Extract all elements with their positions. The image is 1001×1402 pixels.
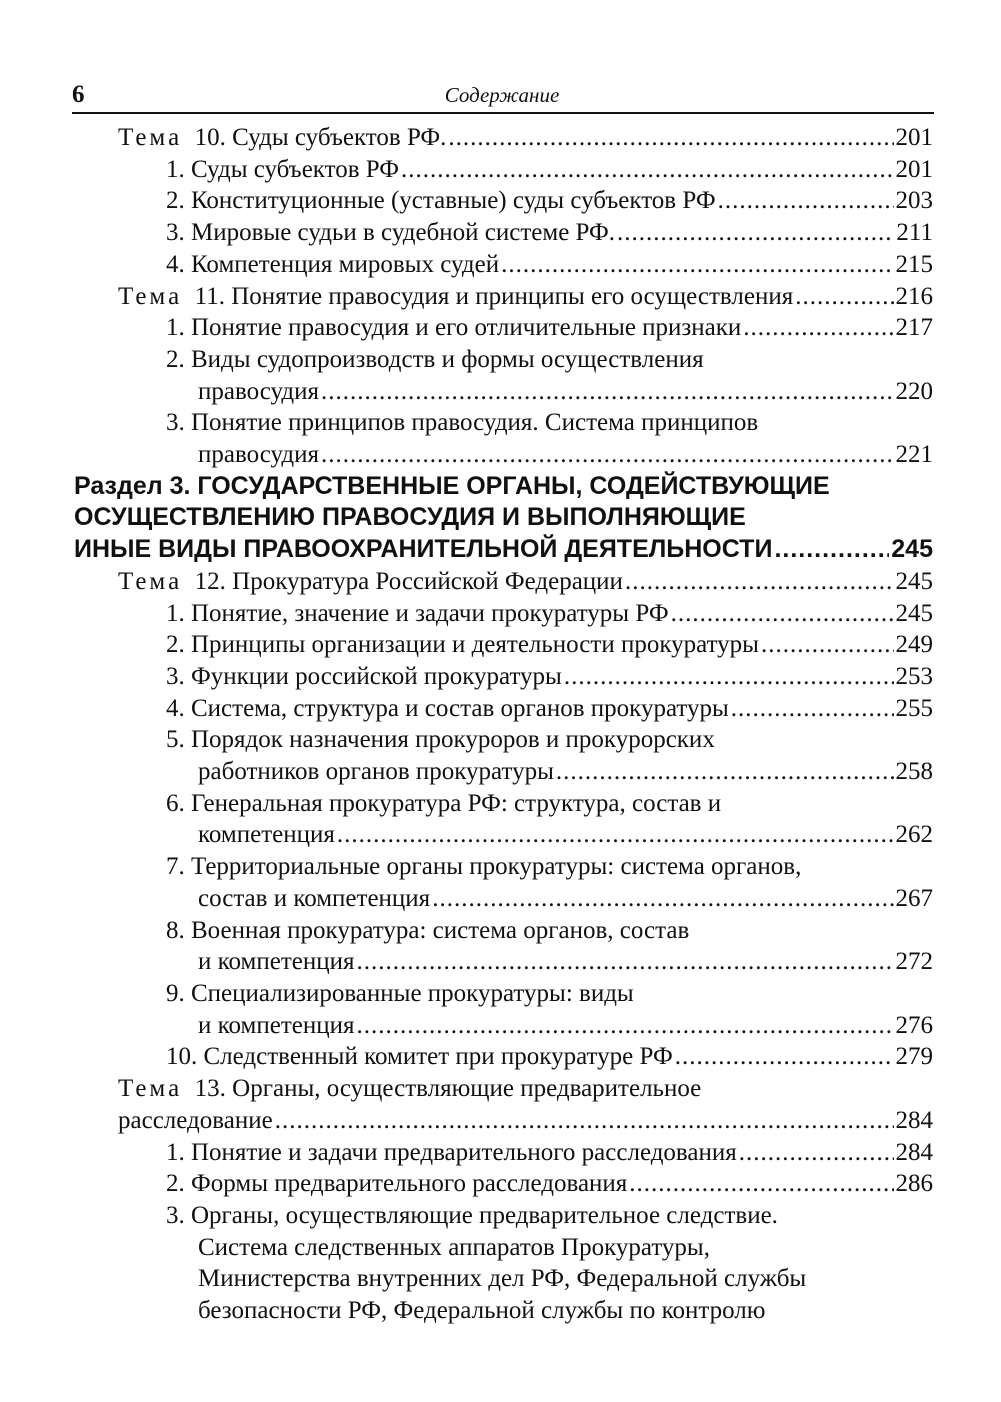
dot-leader: [625, 566, 894, 598]
dot-leader: [321, 439, 893, 471]
toc-line: [166, 1295, 933, 1327]
toc-entry-title: 1. Суды субъектов РФ: [166, 155, 399, 183]
toc-line: [74, 471, 933, 503]
dot-leader: [321, 376, 893, 408]
toc-entry-title: 10. Суды субъектов РФ.: [194, 124, 447, 151]
toc-entry-sub[interactable]: [0, 154, 933, 186]
toc-line: [166, 1263, 933, 1295]
dot-leader: [629, 1168, 893, 1200]
toc-entry-title: безопасности РФ, Федеральной службы по контролю: [198, 1297, 766, 1325]
toc-page-number: 217: [895, 314, 933, 342]
theme-label: Тема: [118, 282, 183, 310]
toc-line: [118, 566, 933, 598]
toc-entry-title: Министерства внутренних дел РФ, Федеральной службы: [198, 1265, 807, 1293]
toc-line: [166, 154, 933, 186]
toc-page-number: 203: [895, 187, 933, 215]
toc-line: [74, 502, 933, 534]
toc-line: [166, 693, 933, 725]
dot-leader: [739, 1137, 894, 1169]
toc-entry-title: Раздел 3. ГОСУДАРСТВЕННЫЕ ОРГАНЫ, СОДЕЙСТВУЮЩИЕ: [74, 471, 830, 500]
toc-page-number: 245: [895, 567, 933, 595]
toc-entry-title: Система следственных аппаратов Прокуратуры,: [198, 1233, 710, 1261]
toc-page-number: 245: [891, 535, 933, 564]
toc-line: [166, 1168, 933, 1200]
toc-entry-theme[interactable]: [0, 1073, 933, 1136]
dot-leader: [356, 946, 893, 978]
toc-page-number: 262: [895, 821, 933, 849]
dot-leader: [617, 217, 894, 249]
toc-entry-title: и компетенция: [198, 1011, 355, 1039]
toc-line: [166, 756, 933, 788]
toc-entry-title: 3. Понятие принципов правосудия. Система принципов: [166, 409, 759, 437]
dot-leader: [448, 122, 893, 154]
toc-page-number: 201: [895, 155, 933, 183]
toc-entry-title: 6. Генеральная прокуратура РФ: структура, состав и: [166, 789, 722, 817]
toc-page-number: 249: [895, 631, 933, 659]
dot-leader: [795, 281, 893, 313]
toc-page-number: 216: [895, 282, 933, 310]
dot-leader: [337, 819, 894, 851]
toc-line: [166, 1010, 933, 1042]
toc-entry-sub[interactable]: [0, 249, 933, 281]
toc-entry-sub[interactable]: [0, 312, 933, 344]
running-title: Содержание: [444, 83, 560, 107]
toc-entry-theme[interactable]: [0, 122, 933, 154]
toc-entry-theme[interactable]: [0, 566, 933, 598]
toc-entry-title: 1. Понятие правосудия и его отличительные признаки: [166, 314, 742, 342]
theme-label: Тема: [118, 1075, 183, 1103]
dot-leader: [501, 249, 893, 281]
toc-entry-title: ОСУЩЕСТВЛЕНИЮ ПРАВОСУДИЯ И ВЫПОЛНЯЮЩИЕ: [74, 503, 746, 532]
toc-page-number: 255: [895, 694, 933, 722]
toc-page-number: 258: [895, 758, 933, 786]
toc-line: [166, 249, 933, 281]
toc-entry-sub[interactable]: [0, 185, 933, 217]
toc-line: [166, 217, 933, 249]
toc-entry-title: правосудия: [198, 441, 320, 469]
page-number: 6: [72, 81, 85, 108]
toc-entry-title: и компетенция: [198, 948, 355, 976]
toc-line: [118, 122, 933, 154]
toc-entry-sub[interactable]: [0, 978, 933, 1041]
toc-entry-title: правосудия: [198, 377, 320, 405]
toc-line: [166, 724, 933, 756]
toc-page-number: 211: [896, 219, 933, 247]
toc-entry-sub[interactable]: [0, 915, 933, 978]
toc-entry-title: компетенция: [198, 821, 335, 849]
dot-leader: [743, 312, 893, 344]
toc-line: [166, 344, 933, 376]
toc-entry-title: 12. Прокуратура Российской Федерации: [194, 567, 623, 595]
toc-line: [166, 1232, 933, 1264]
toc-entry-section[interactable]: [0, 471, 933, 566]
toc-line: [166, 819, 933, 851]
toc-line: [166, 978, 933, 1010]
toc-entry-title: работников органов прокуратуры: [198, 758, 554, 786]
toc-page-number: 245: [895, 599, 933, 627]
toc-line: [166, 883, 933, 915]
toc-line: [166, 598, 933, 630]
dot-leader: [401, 154, 894, 186]
toc-entry-sub[interactable]: [0, 217, 933, 249]
dot-leader: [774, 534, 889, 566]
toc-entry-title: 2. Формы предварительного расследования: [166, 1170, 628, 1198]
toc-page-number: 286: [895, 1170, 933, 1198]
table-of-contents: [0, 122, 1001, 1327]
toc-line: [166, 312, 933, 344]
toc-line: [166, 629, 933, 661]
toc-entry-title: 3. Мировые судьи в судебной системе РФ.: [166, 219, 616, 247]
page-header: [72, 80, 932, 110]
toc-page-number: 220: [895, 377, 933, 405]
dot-leader: [556, 756, 894, 788]
toc-line: [166, 1200, 933, 1232]
toc-line: [166, 661, 933, 693]
theme-label: Тема: [118, 124, 183, 151]
toc-entry-sub[interactable]: [0, 788, 933, 851]
toc-page-number: 276: [895, 1011, 933, 1039]
toc-line: [166, 915, 933, 947]
toc-entry-sub[interactable]: [0, 344, 933, 407]
toc-page-number: 221: [895, 441, 933, 469]
toc-entry-sub[interactable]: [0, 1200, 933, 1327]
toc-entry-title: 11. Понятие правосудия и принципы его осуществления: [194, 282, 794, 310]
toc-line: [166, 439, 933, 471]
toc-entry-title: 2. Конституционные (уставные) суды субъектов РФ: [166, 187, 716, 215]
toc-entry-title: 9. Специализированные прокуратуры: виды: [166, 979, 634, 1007]
toc-page-number: 284: [895, 1138, 933, 1166]
toc-page-number: 279: [895, 1043, 933, 1071]
toc-line: [166, 407, 933, 439]
toc-entry-sub[interactable]: [0, 1168, 933, 1200]
toc-page-number: 272: [895, 948, 933, 976]
toc-line: [166, 1137, 933, 1169]
toc-page-number: 215: [895, 250, 933, 278]
toc-entry-title: 8. Военная прокуратура: система органов, состав: [166, 916, 690, 944]
toc-entry-title: 1. Понятие и задачи предварительного расследования: [166, 1138, 737, 1166]
toc-entry-sub[interactable]: [0, 724, 933, 787]
toc-entry-title: ИНЫЕ ВИДЫ ПРАВООХРАНИТЕЛЬНОЙ ДЕЯТЕЛЬНОСТИ: [74, 535, 773, 564]
toc-entry-title: расследование: [118, 1106, 273, 1134]
theme-label: Тема: [118, 567, 183, 595]
toc-entry-title: 4. Компетенция мировых судей: [166, 250, 500, 278]
dot-leader: [432, 883, 893, 915]
dot-leader: [671, 598, 894, 630]
toc-entry-title: 3. Функции российской прокуратуры: [166, 662, 562, 690]
toc-entry-sub[interactable]: [0, 851, 933, 914]
toc-line: [166, 788, 933, 820]
toc-line: [166, 946, 933, 978]
dot-leader: [675, 1041, 894, 1073]
toc-entry-sub[interactable]: [0, 693, 933, 725]
toc-entry-title: 10. Следственный комитет при прокуратуре РФ: [166, 1043, 673, 1071]
toc-entry-sub[interactable]: [0, 598, 933, 630]
toc-entry-title: 1. Понятие, значение и задачи прокуратуры РФ: [166, 599, 669, 627]
toc-page-number: 253: [895, 662, 933, 690]
toc-line: [166, 1041, 933, 1073]
toc-entry-title: 13. Органы, осуществляющие предварительное: [194, 1075, 702, 1103]
dot-leader: [718, 185, 894, 217]
toc-line: [166, 185, 933, 217]
toc-entry-sub[interactable]: [0, 407, 933, 470]
toc-entry-title: 7. Территориальные органы прокуратуры: система органов,: [166, 853, 802, 881]
toc-entry-title: 4. Система, структура и состав органов прокуратуры: [166, 694, 729, 722]
toc-entry-sub[interactable]: [0, 661, 933, 693]
toc-entry-sub[interactable]: [0, 1041, 933, 1073]
toc-line: [118, 1105, 933, 1137]
toc-page-number: 284: [895, 1106, 933, 1134]
toc-entry-sub[interactable]: [0, 1137, 933, 1169]
toc-entry-title: 2. Виды судопроизводств и формы осуществления: [166, 345, 704, 373]
toc-line: [166, 376, 933, 408]
header-rule: [72, 112, 934, 114]
toc-line: [118, 1073, 933, 1105]
toc-entry-title: 5. Порядок назначения прокуроров и прокурорских: [166, 726, 715, 754]
dot-leader: [761, 629, 894, 661]
toc-page-number: 267: [895, 884, 933, 912]
dot-leader: [356, 1010, 893, 1042]
toc-page-number: 201: [895, 124, 933, 151]
toc-entry-title: 3. Органы, осуществляющие предварительное следствие.: [166, 1201, 778, 1229]
toc-entry-title: 2. Принципы организации и деятельности прокуратуры: [166, 631, 759, 659]
dot-leader: [731, 693, 894, 725]
toc-entry-title: состав и компетенция: [198, 884, 431, 912]
toc-line: [118, 281, 933, 313]
toc-entry-theme[interactable]: [0, 281, 933, 313]
toc-line: [166, 851, 933, 883]
toc-entry-sub[interactable]: [0, 629, 933, 661]
dot-leader: [275, 1105, 894, 1137]
toc-line: [74, 534, 933, 566]
dot-leader: [564, 661, 894, 693]
